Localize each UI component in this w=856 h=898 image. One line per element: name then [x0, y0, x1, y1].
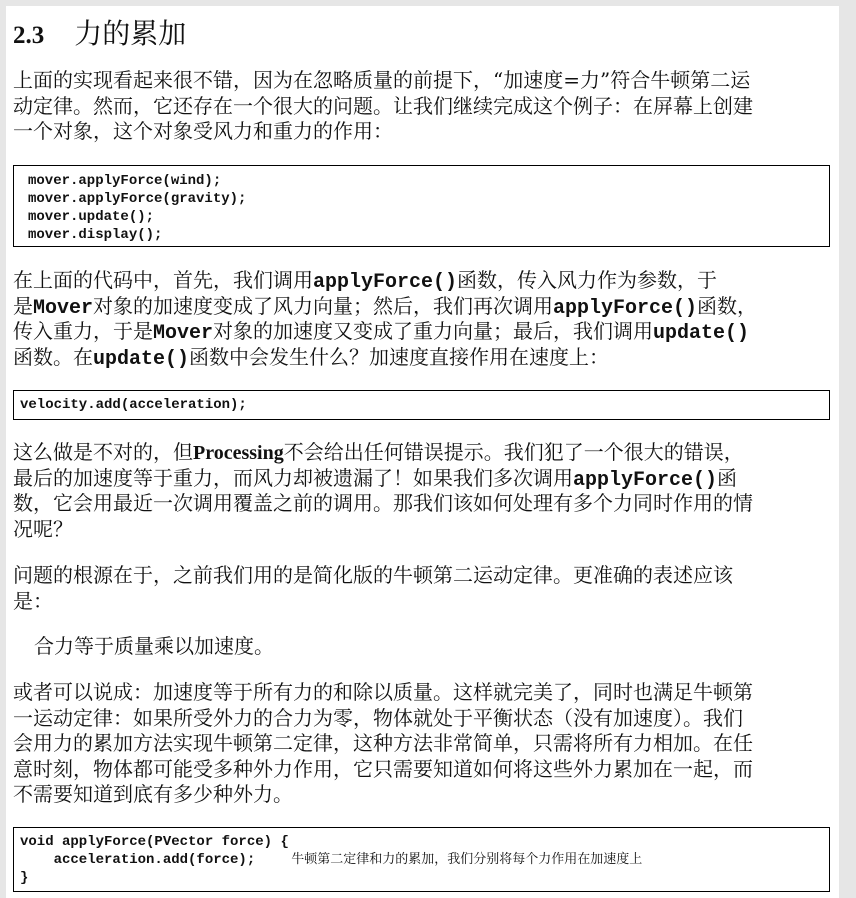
text-line	[13, 268, 831, 294]
code-line: mover.display();	[28, 227, 163, 243]
paragraph-intro	[13, 68, 831, 145]
paragraph-explanation	[13, 268, 831, 370]
text: 对象的加速度又变成了重力向量；最后，我们调用	[213, 319, 654, 343]
code-line: }	[20, 870, 29, 886]
text: 这么做是不对的，但	[13, 440, 193, 464]
code-block-apply-force	[13, 827, 830, 892]
text-line: 况呢？	[13, 516, 73, 541]
inline-code: update()	[93, 347, 190, 371]
text-line	[13, 319, 831, 345]
code-text: acceleration.add(force);	[20, 852, 256, 868]
text: 在上面的代码中，首先，我们调用	[13, 268, 313, 292]
inline-code: applyForce()	[313, 271, 458, 294]
text-line	[13, 466, 831, 492]
code-block-velocity	[13, 390, 830, 420]
bold-term: Processing	[193, 442, 284, 464]
code-line	[20, 851, 829, 869]
code-annotation: 牛顿第二定律和力的累加，我们分别将每个力作用在加速度上	[291, 852, 643, 867]
code-line: mover.applyForce(gravity);	[28, 191, 247, 207]
text-line: 意时刻，物体都可能受多种外力作用，它只需要知道如何将这些外力累加在一起，而	[13, 756, 753, 781]
text-line	[13, 294, 831, 320]
inline-code: applyForce()	[553, 296, 698, 320]
code-block-mover-calls	[13, 165, 830, 247]
text-line: 合力等于质量乘以加速度。	[34, 634, 274, 658]
text-line: 问题的根源在于，之前我们用的是简化版的牛顿第二运动定律。更准确的表述应该	[13, 563, 733, 587]
text: 函数，传入风力作为参数，于	[457, 268, 718, 292]
text: 不会给出任何错误提示。我们犯了一个很大的错误，	[283, 440, 744, 464]
text-line	[13, 345, 831, 371]
text-line: 一个对象，这个对象受风力和重力的作用：	[13, 119, 393, 143]
paragraph-problem	[13, 440, 831, 542]
inline-code: update()	[653, 322, 750, 345]
section-number: 2.3	[13, 22, 45, 49]
code-line: void applyForce(PVector force) {	[20, 834, 289, 850]
text-line: 不需要知道到底有多少种外力。	[13, 782, 293, 806]
inline-code: Mover	[153, 322, 214, 345]
text-line	[13, 440, 831, 466]
code-line: mover.applyForce(wind);	[28, 173, 222, 189]
paragraph-accumulation	[13, 680, 831, 808]
paragraph-root-cause	[13, 563, 831, 614]
inline-code: Mover	[33, 296, 94, 320]
text: 传入重力，于是	[13, 319, 153, 343]
text-line: 动定律。然而，它还存在一个很大的问题。让我们继续完成这个例子：在屏幕上创建	[13, 93, 753, 118]
document-page	[6, 6, 839, 898]
text-line: 或者可以说成：加速度等于所有力的和除以质量。这样就完美了，同时也满足牛顿第	[13, 680, 753, 704]
text-line: 上面的实现看起来很不错，因为在忽略质量的前提下，“加速度=力”符合牛顿第二运	[13, 68, 751, 92]
code-line: velocity.add(acceleration);	[20, 397, 247, 413]
text-line: 一运动定律：如果所受外力的合力为零，物体就处于平衡状态（没有加速度）。我们	[13, 705, 743, 730]
formula-statement	[34, 634, 852, 660]
inline-code: applyForce()	[573, 468, 718, 492]
text: 函	[717, 465, 738, 490]
text: 对象的加速度变成了风力向量；然后，我们再次调用	[93, 293, 554, 318]
text: 函数，	[697, 293, 758, 318]
section-title: 力的累加	[74, 17, 187, 50]
text: 函数。在	[13, 344, 93, 369]
text: 函数中会发生什么？加速度直接作用在速度上：	[189, 344, 610, 369]
text-line: 数，它会用最近一次调用覆盖之前的调用。那我们该如何处理有多个力同时作用的情	[13, 491, 753, 515]
code-line: mover.update();	[28, 209, 155, 225]
section-heading	[13, 14, 186, 54]
text-line: 是：	[13, 588, 53, 613]
text: 最后的加速度等于重力，而风力却被遗漏了！如果我们多次调用	[13, 465, 573, 490]
text: 是	[13, 293, 33, 318]
text-line: 会用力的累加方法实现牛顿第二定律，这种方法非常简单，只需将所有力相加。在任	[13, 731, 753, 755]
